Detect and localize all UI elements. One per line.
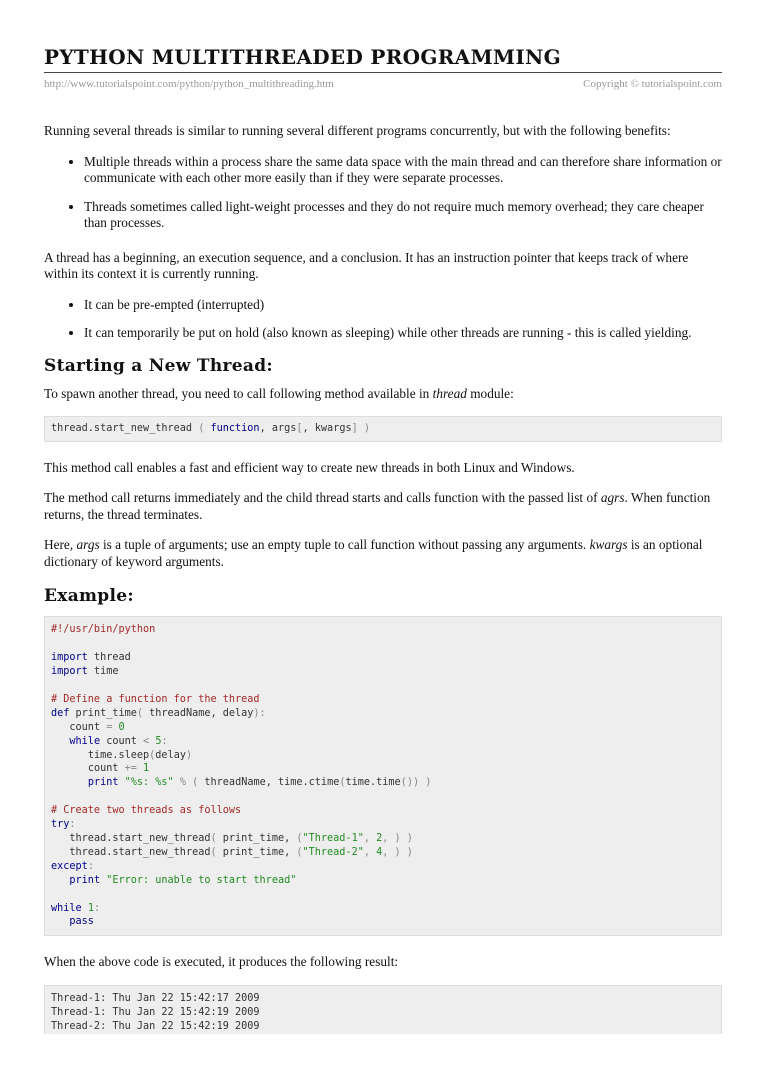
list-item: • It can be pre-empted (interrupted) [84, 297, 722, 314]
list-item: • It can temporarily be put on hold (also known as sleeping) while other threads are running - this is called yielding. [84, 325, 722, 342]
section-heading-example: Example: [44, 586, 134, 607]
method-description-paragraph: This method call enables a fast and efficient way to create new threads in both Linux and Windows. [44, 459, 575, 475]
intro-paragraph: Running several threads is similar to running several different programs concurrently, but with the following benefits: [44, 123, 671, 138]
result-intro-paragraph: When the above code is executed, it produces the following result: [44, 954, 399, 970]
list-item: • Threads sometimes called light-weight processes and they do not require much memory overhead; they care cheaper than processes. [84, 199, 722, 232]
spawn-paragraph: To spawn another thread, you need to call following method available in thread module: [44, 385, 514, 401]
output-line: Thread-1: Thu Jan 22 15:42:19 2009 [51, 1006, 260, 1018]
method-returns-paragraph: The method call returns immediately and the child thread starts and calls function with the passed list of agrs. When function returns, the thread terminates. [44, 490, 711, 522]
benefits-list [44, 154, 722, 232]
copyright-notice: Copyright © tutorialspoint.com [583, 78, 722, 90]
args-paragraph: Here, args is a tuple of arguments; use an empty tuple to call function without passing any arguments. kwargs is an optional dictionary of keyword arguments. [44, 537, 703, 569]
thread-paragraph: A thread has a beginning, an execution sequence, and a conclusion. It has an instruction pointer that keeps track of where within its context it is currently running. [44, 249, 689, 281]
output-line: Thread-1: Thu Jan 22 15:42:17 2009 [51, 992, 260, 1004]
example-code-block: #!/usr/bin/python import thread import time # Define a function for the thread def print_time( threadName, delay): count = 0 while count < 5: time.sleep(delay) count += 1 print "%s: %s" % ( threadName, time.ctime(time.time()) ) # Create two threads as follows try: thread.start_new_thread( print_time, ("Thread-1", 2, ) ) thread.start_new_thread( print_time, ("Thread-2", 4, ) ) except: print "Error: unable to start thread" while 1: pass [44, 616, 722, 936]
page-content [44, 123, 722, 1034]
page-subheader [44, 77, 722, 91]
document-page [44, 0, 722, 1034]
method-signature-code: thread.start_new_thread ( function, args[, kwargs] ) [44, 416, 722, 442]
source-url: http://www.tutorialspoint.com/python/python_multithreading.htm [44, 78, 334, 90]
title-rule [44, 72, 722, 73]
page-title: PYTHON MULTITHREADED PROGRAMMING [44, 45, 561, 69]
section-heading-new-thread: Starting a New Thread: [44, 355, 273, 376]
output-line: Thread-2: Thu Jan 22 15:42:19 2009 [51, 1020, 260, 1032]
result-output-block [44, 985, 722, 1034]
list-item: • Multiple threads within a process share the same data space with the main thread and can therefore share information or communicate with each other more easily than if they were separate processes. [84, 154, 722, 187]
thread-properties-list [44, 297, 722, 342]
